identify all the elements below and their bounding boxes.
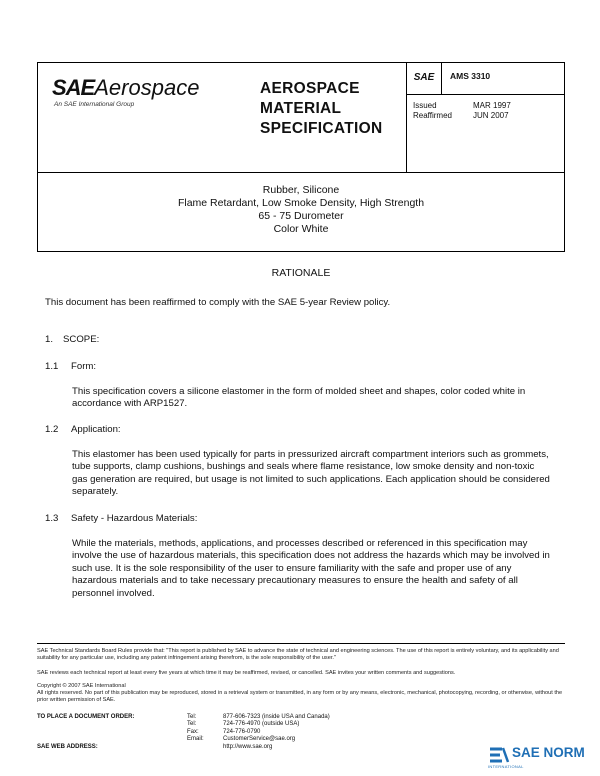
section-title: Form: <box>71 361 97 372</box>
section-number: 1.2 <box>45 424 59 435</box>
section-number: 1.1 <box>45 361 59 372</box>
title-line4: Color White <box>273 223 329 235</box>
footer-divider <box>37 643 565 644</box>
web-value[interactable]: http://www.sae.org <box>223 743 273 750</box>
form-paragraph: This specification covers a silicone elastomer in the form of molded sheet and shapes, color coded white in accordance with ARP1527. <box>72 386 526 410</box>
fax-label: Fax: <box>187 728 199 735</box>
safety-paragraph: While the materials, methods, applications, and processes described or referenced in this specification may involve the use of hazardous materials, this specification does not address the hazards which may be involved in such use. It is the sole responsibility of the user to ensure familiarity with the safe and proper use of any hazardous materials and to take necessary precautionary measures to ensure the health and safety of all personnel involved. <box>72 538 550 599</box>
document-type <box>260 79 408 139</box>
tel-value: 877-606-7323 (inside USA and Canada) <box>223 714 330 720</box>
tel2-label: Tel: <box>187 721 197 728</box>
footer-rules: SAE Technical Standards Board Rules provide that: "This report is published by SAE to advance the state of technical and engineering sciences. The use of this report is entirely voluntary, and its applicability and suitability for any particular use, including any patent infringement arising therefrom, is the sole responsibility of the user." <box>37 648 559 661</box>
logo-aerospace: Aerospace <box>94 75 200 100</box>
footer-rights: All rights reserved. No part of this publication may be reproduced, stored in a retrieval system or transmitted, in any form or by any means, electronic, mechanical, photocopying, recording, or otherwise, without the prior written permission of SAE. <box>37 690 563 703</box>
application-paragraph: This elastomer has been used typically for parts in pressurized aircraft compartment interiors such as grommets, tube supports, clamp cushions, bushings and seals where flame resistance, low smoke density and non-toxic gas generation are required, but usage is not limited to such applications. Each application should be considered separately. <box>72 449 550 498</box>
sae-mark: SAE <box>407 63 442 95</box>
order-contacts <box>37 714 423 751</box>
reaffirmed-row <box>413 111 559 121</box>
section-number: 1. <box>45 334 54 345</box>
section-number: 1.3 <box>45 513 59 524</box>
section-title: SCOPE: <box>63 334 100 345</box>
title-line3: 65 - 75 Durometer <box>258 210 344 222</box>
watermark-text: SAE NORM <box>512 745 585 760</box>
sae-norm-logo-icon <box>488 744 510 766</box>
doc-type-line2: MATERIAL <box>260 100 342 117</box>
contact-row <box>37 744 423 751</box>
doc-type-line1: AEROSPACE <box>260 80 360 97</box>
title-line1: Rubber, Silicone <box>262 184 340 196</box>
contact-row <box>37 729 423 736</box>
document-title <box>37 173 565 252</box>
contact-row <box>37 721 423 728</box>
tel-label: Tel: <box>187 714 197 720</box>
sae-norm-watermark <box>488 742 598 772</box>
tel2-value: 724-776-4970 (outside USA) <box>223 721 300 728</box>
section-title: Safety - Hazardous Materials: <box>71 513 198 524</box>
contact-row <box>37 714 423 721</box>
logo-subtitle: An SAE International Group <box>54 101 135 108</box>
header-logo-area <box>38 63 253 172</box>
web-label: SAE WEB ADDRESS: <box>37 743 98 750</box>
sae-aerospace-logo <box>52 75 199 101</box>
reaffirmed-label: Reaffirmed <box>413 111 452 120</box>
email-value[interactable]: CustomerService@sae.org <box>223 736 296 743</box>
rationale-heading: RATIONALE <box>271 267 331 279</box>
logo-sae: SAE <box>52 75 95 100</box>
issued-row <box>413 101 559 111</box>
contact-row <box>37 736 423 743</box>
doc-type-line3: SPECIFICATION <box>260 120 383 137</box>
footer-copyright: Copyright © 2007 SAE International <box>37 683 126 689</box>
document-number: AMS 3310 <box>442 63 565 95</box>
document-dates <box>413 101 559 121</box>
section-title: Application: <box>71 424 121 435</box>
spec-header <box>37 62 565 173</box>
footer-review: SAE reviews each technical report at least every five years at which time it may be reaffirmed, revised, or cancelled. SAE invites your written comments and suggestions. <box>37 670 456 676</box>
fax-value: 724-776-0790 <box>223 728 261 735</box>
rationale-text: This document has been reaffirmed to comply with the SAE 5-year Review policy. <box>45 297 391 308</box>
reaffirmed-value: JUN 2007 <box>473 111 509 120</box>
header-id-area <box>406 63 565 172</box>
title-line2: Flame Retardant, Low Smoke Density, High Strength <box>177 197 425 209</box>
issued-value: MAR 1997 <box>473 101 511 110</box>
order-label: TO PLACE A DOCUMENT ORDER: <box>37 714 135 720</box>
issued-label: Issued <box>413 101 437 110</box>
watermark-sub: INTERNATIONAL <box>488 764 524 769</box>
email-label: Email: <box>187 736 204 743</box>
